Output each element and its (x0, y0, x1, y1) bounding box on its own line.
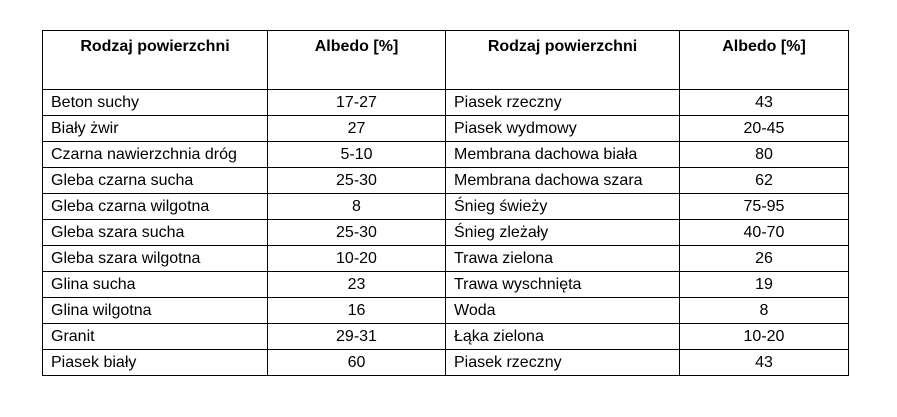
albedo-value-cell: 25-30 (268, 168, 446, 194)
surface-type-cell: Gleba szara sucha (43, 220, 268, 246)
table-row (43, 350, 849, 376)
table-row (43, 246, 849, 272)
albedo-value-cell: 43 (680, 90, 849, 116)
header-surface-type: Rodzaj powierzchni (43, 31, 268, 90)
albedo-value-cell: 5-10 (268, 142, 446, 168)
table-row (43, 90, 849, 116)
albedo-value-cell: 29-31 (268, 324, 446, 350)
surface-type-cell: Łąka zielona (446, 324, 680, 350)
albedo-value-cell: 27 (268, 116, 446, 142)
surface-type-cell: Beton suchy (43, 90, 268, 116)
surface-type-cell: Glina wilgotna (43, 298, 268, 324)
table-row (43, 272, 849, 298)
surface-type-cell: Membrana dachowa szara (446, 168, 680, 194)
albedo-value-cell: 75-95 (680, 194, 849, 220)
table-row (43, 194, 849, 220)
albedo-value-cell: 17-27 (268, 90, 446, 116)
albedo-value-cell: 40-70 (680, 220, 849, 246)
albedo-value-cell: 8 (268, 194, 446, 220)
surface-type-cell: Trawa zielona (446, 246, 680, 272)
surface-type-cell: Woda (446, 298, 680, 324)
surface-type-cell: Śnieg zleżały (446, 220, 680, 246)
header-surface-type: Rodzaj powierzchni (446, 31, 680, 90)
albedo-value-cell: 23 (268, 272, 446, 298)
table-row (43, 220, 849, 246)
table-row (43, 324, 849, 350)
albedo-value-cell: 43 (680, 350, 849, 376)
table-row (43, 142, 849, 168)
surface-type-cell: Czarna nawierzchnia dróg (43, 142, 268, 168)
albedo-table (42, 30, 849, 376)
surface-type-cell: Biały żwir (43, 116, 268, 142)
albedo-value-cell: 62 (680, 168, 849, 194)
albedo-value-cell: 26 (680, 246, 849, 272)
albedo-value-cell: 20-45 (680, 116, 849, 142)
surface-type-cell: Membrana dachowa biała (446, 142, 680, 168)
surface-type-cell: Gleba czarna sucha (43, 168, 268, 194)
header-row (43, 31, 849, 90)
surface-type-cell: Gleba czarna wilgotna (43, 194, 268, 220)
surface-type-cell: Gleba szara wilgotna (43, 246, 268, 272)
surface-type-cell: Śnieg świeży (446, 194, 680, 220)
albedo-value-cell: 80 (680, 142, 849, 168)
table-header (43, 31, 849, 90)
surface-type-cell: Granit (43, 324, 268, 350)
albedo-value-cell: 10-20 (268, 246, 446, 272)
albedo-value-cell: 16 (268, 298, 446, 324)
albedo-value-cell: 25-30 (268, 220, 446, 246)
surface-type-cell: Piasek rzeczny (446, 90, 680, 116)
surface-type-cell: Trawa wyschnięta (446, 272, 680, 298)
surface-type-cell: Piasek biały (43, 350, 268, 376)
surface-type-cell: Piasek rzeczny (446, 350, 680, 376)
header-albedo: Albedo [%] (268, 31, 446, 90)
header-albedo: Albedo [%] (680, 31, 849, 90)
surface-type-cell: Piasek wydmowy (446, 116, 680, 142)
table-body (43, 90, 849, 376)
table-row (43, 116, 849, 142)
table-row (43, 298, 849, 324)
surface-type-cell: Glina sucha (43, 272, 268, 298)
albedo-value-cell: 19 (680, 272, 849, 298)
albedo-value-cell: 8 (680, 298, 849, 324)
albedo-value-cell: 60 (268, 350, 446, 376)
table-row (43, 168, 849, 194)
albedo-value-cell: 10-20 (680, 324, 849, 350)
